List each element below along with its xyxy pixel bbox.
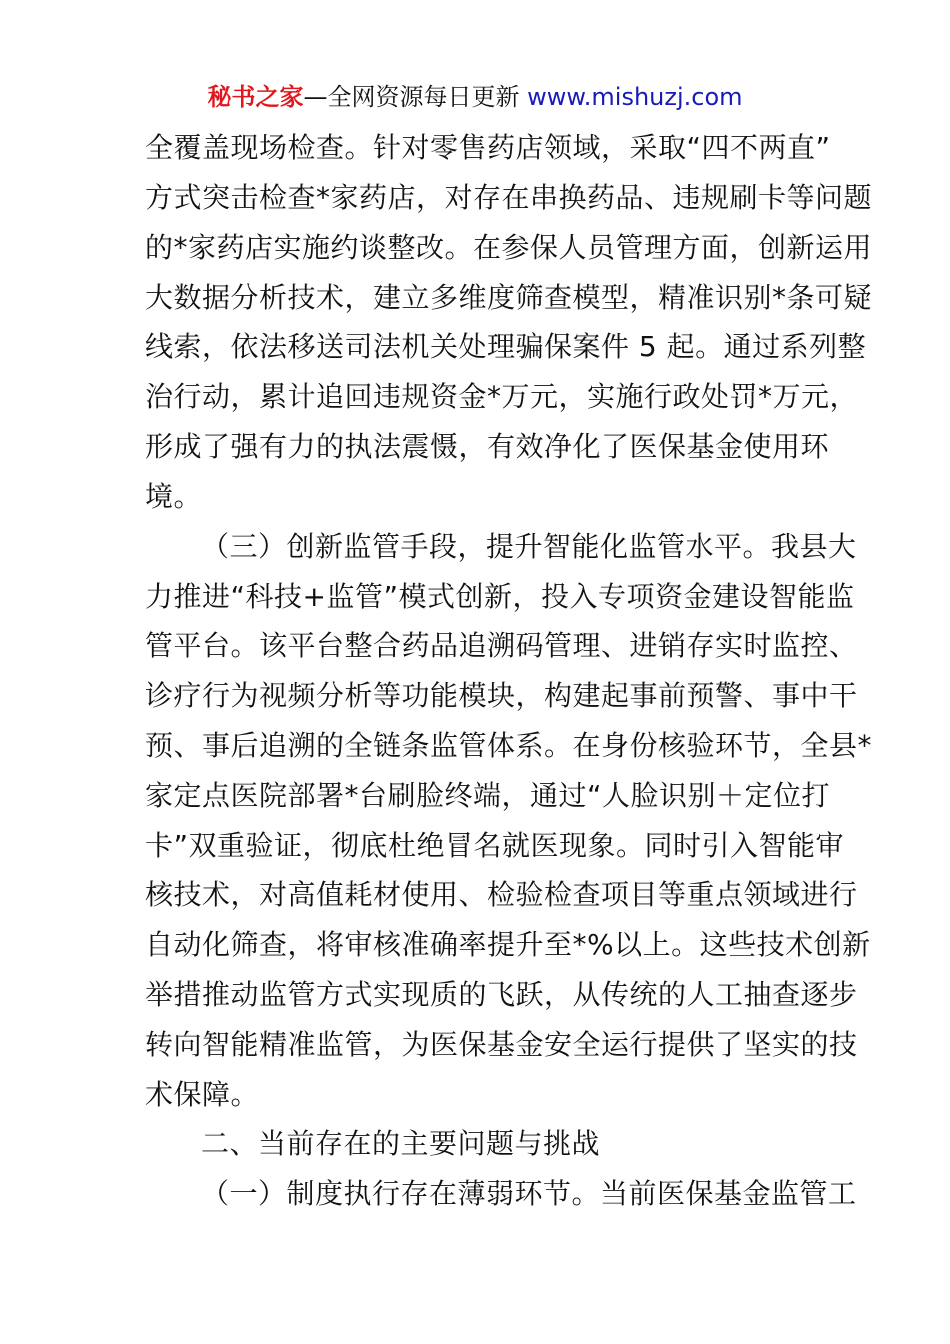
text-line: 大数据分析技术，建立多维度筛查模型，精准识别*条可疑 xyxy=(145,281,873,314)
text-line: 全覆盖现场检查。针对零售药店领域，采取“四不两直” xyxy=(145,131,831,164)
text-line: 术保障。 xyxy=(145,1078,260,1111)
text-line: 力推进“科技+监管”模式创新，投入专项资金建设智能监 xyxy=(145,580,855,613)
text-line: 转向智能精准监管，为医保基金安全运行提供了坚实的技 xyxy=(145,1028,858,1061)
text-line: 核技术，对高值耗材使用、检验检查项目等重点领域进行 xyxy=(145,878,858,911)
header-tagline: —全网资源每日更新 xyxy=(303,83,520,111)
chapter-heading: 二、当前存在的主要问题与挑战 xyxy=(201,1127,601,1160)
section-heading: （一）制度执行存在薄弱环节。当前医保基金监管工 xyxy=(201,1177,857,1210)
text-line: 线索，依法移送司法机关处理骗保案件 5 起。通过系列整 xyxy=(145,330,867,363)
text-line: 预、事后追溯的全链条监管体系。在身份核验环节，全县* xyxy=(145,729,873,762)
text-line: 方式突击检查*家药店，对存在串换药品、违规刷卡等问题 xyxy=(145,181,873,214)
text-line: 自动化筛查，将审核准确率提升至*%以上。这些技术创新 xyxy=(145,928,871,961)
text-line: 治行动，累计追回违规资金*万元，实施行政处罚*万元， xyxy=(145,380,859,413)
text-line: 管平台。该平台整合药品追溯码管理、进销存实时监控、 xyxy=(145,629,858,662)
site-url-link[interactable]: www.mishuzj.com xyxy=(527,83,743,111)
text-line: 的*家药店实施约谈整改。在参保人员管理方面，创新运用 xyxy=(145,231,873,264)
text-line: 举措推动监管方式实现质的飞跃，从传统的人工抽查逐步 xyxy=(145,978,858,1011)
brand-name: 秘书之家 xyxy=(207,83,304,111)
site-header xyxy=(0,80,950,114)
text-line: 卡”双重验证，彻底杜绝冒名就医现象。同时引入智能审 xyxy=(145,829,845,862)
text-line: 形成了强有力的执法震慑，有效净化了医保基金使用环 xyxy=(145,430,830,463)
section-heading: （三）创新监管手段，提升智能化监管水平。我县大 xyxy=(201,530,857,563)
text-line: 诊疗行为视频分析等功能模块，构建起事前预警、事中干 xyxy=(145,679,858,712)
text-line: 家定点医院部署*台刷脸终端，通过“人脸识别＋定位打 xyxy=(145,779,831,812)
text-line: 境。 xyxy=(145,480,203,513)
